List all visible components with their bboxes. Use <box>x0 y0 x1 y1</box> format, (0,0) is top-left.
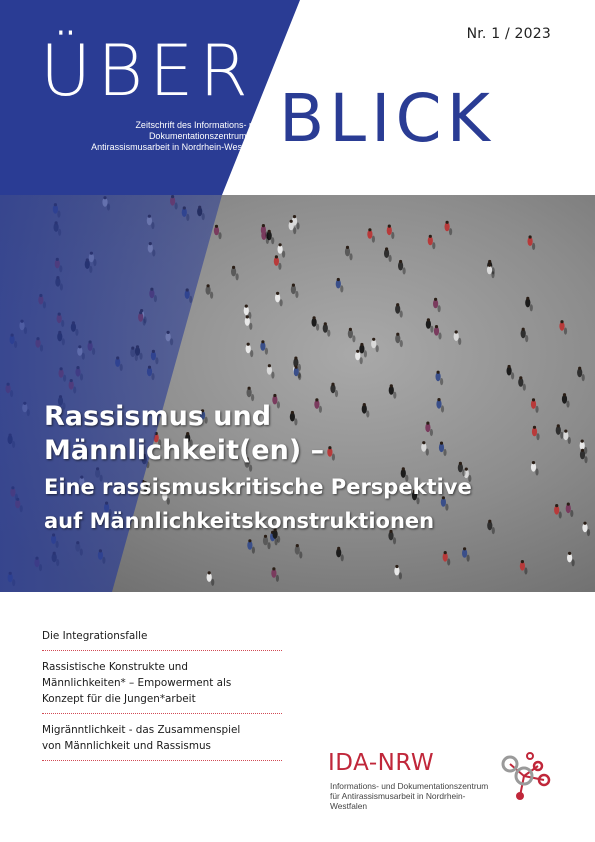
person-shadow <box>438 305 441 312</box>
person-shadow <box>210 292 213 299</box>
person-head <box>395 565 398 568</box>
person-shadow <box>559 511 562 518</box>
table-of-contents <box>42 628 282 769</box>
subtitle-line: Zeitschrift des Informations- und <box>135 120 264 130</box>
logo-subtitle <box>330 781 500 811</box>
person-head <box>519 376 522 379</box>
person-shadow <box>282 251 285 258</box>
person-head <box>529 235 532 238</box>
cover-photo <box>0 195 595 592</box>
person-head <box>532 461 535 464</box>
person-head <box>532 398 535 401</box>
person-shadow <box>271 237 274 244</box>
toc-line: Männlichkeiten* – Empowerment als <box>42 677 232 689</box>
person-head <box>368 228 371 231</box>
toc-line: Konzept für die Jungen*arbeit <box>42 693 196 705</box>
person-head <box>331 383 334 386</box>
person-head <box>437 371 440 374</box>
person-head <box>396 333 399 336</box>
person-shadow <box>492 527 495 534</box>
person-shadow <box>572 559 575 566</box>
person-shadow <box>271 372 274 379</box>
person-head <box>293 215 296 218</box>
person-head <box>581 440 584 443</box>
ida-nrw-logo <box>328 750 568 810</box>
person-head <box>463 547 466 550</box>
person-shadow <box>467 555 470 562</box>
person-head <box>337 547 340 550</box>
person-shadow <box>316 324 319 331</box>
person-head <box>232 266 235 269</box>
person-head <box>444 551 447 554</box>
headline-line: Männlichkeit(en) – <box>44 435 325 466</box>
person-head <box>268 364 271 367</box>
logo-subtitle-line: Informations- und Dokumentationszentrum <box>330 781 489 791</box>
toc-line: Migränntlichkeit - das Zusammenspiel <box>42 724 241 736</box>
person-head <box>295 366 298 369</box>
person-head <box>435 325 438 328</box>
person-shadow <box>535 468 538 475</box>
person-shadow <box>252 547 255 554</box>
person-shadow <box>295 291 298 298</box>
person-shadow <box>278 263 281 270</box>
title-ueber: ÜBER <box>40 30 254 112</box>
person-shadow <box>265 348 268 355</box>
person-shadow <box>335 390 338 397</box>
person-head <box>429 235 432 238</box>
person-head <box>313 316 316 319</box>
person-shadow <box>403 267 406 274</box>
person-head <box>268 230 271 233</box>
person-shadow <box>265 231 268 238</box>
person-head <box>567 503 570 506</box>
person-head <box>245 305 248 308</box>
person-head <box>248 539 251 542</box>
person-head <box>455 330 458 333</box>
person-head <box>488 520 491 523</box>
person-shadow <box>327 330 330 337</box>
person-shadow <box>400 340 403 347</box>
person-shadow <box>296 222 299 229</box>
person-shadow <box>352 335 355 342</box>
person-head <box>581 449 584 452</box>
person-shadow <box>524 567 527 574</box>
person-head <box>294 357 297 360</box>
person-shadow <box>491 271 494 278</box>
person-shadow <box>293 227 296 234</box>
person-shadow <box>449 228 452 235</box>
person-head <box>578 367 581 370</box>
person-head <box>272 567 275 570</box>
person-shadow <box>560 432 563 439</box>
person-shadow <box>277 536 280 543</box>
person-shadow <box>570 510 573 517</box>
person-head <box>276 292 279 295</box>
person-head <box>521 560 524 563</box>
person-shadow <box>532 243 535 250</box>
person-head <box>248 387 251 390</box>
person-shadow <box>525 335 528 342</box>
person-head <box>290 220 293 223</box>
person-shadow <box>299 551 302 558</box>
person-head <box>337 278 340 281</box>
person-head <box>388 225 391 228</box>
person-head <box>427 318 430 321</box>
person-head <box>346 246 349 249</box>
person-head <box>568 552 571 555</box>
person-head <box>564 430 567 433</box>
subheadline-line: auf Männlichkeitskonstruktionen <box>44 509 435 533</box>
person-shadow <box>376 345 379 352</box>
person-shadow <box>236 273 239 280</box>
person-head <box>247 343 250 346</box>
toc-line: Die Integrationsfalle <box>42 630 148 642</box>
cover-header <box>0 0 595 195</box>
subheadline-line: Eine rassismuskritische Perspektive <box>44 475 472 499</box>
person-shadow <box>564 328 567 335</box>
cover-headline <box>44 400 472 536</box>
person-shadow <box>535 406 538 413</box>
person-head <box>508 365 511 368</box>
person-head <box>262 224 265 227</box>
toc-item[interactable] <box>42 628 282 651</box>
person-head <box>396 303 399 306</box>
person-shadow <box>430 326 433 333</box>
toc-line: von Männlichkeit und Rassismus <box>42 740 211 752</box>
person-shadow <box>389 255 392 262</box>
toc-line: Rassistische Konstrukte und <box>42 661 188 673</box>
person-shadow <box>568 437 571 444</box>
person-head <box>324 322 327 325</box>
person-head <box>446 221 449 224</box>
person-head <box>246 315 249 318</box>
person-head <box>349 328 352 331</box>
person-head <box>434 298 437 301</box>
person-head <box>488 264 491 267</box>
logo-wordmark: IDA-NRW <box>328 750 435 776</box>
person-shadow <box>511 372 514 379</box>
person-shadow <box>364 350 367 357</box>
person-head <box>583 522 586 525</box>
person-head <box>215 225 218 228</box>
person-head <box>360 343 363 346</box>
person-shadow <box>218 232 221 239</box>
person-shadow <box>267 542 270 549</box>
person-head <box>372 338 375 341</box>
person-shadow <box>298 373 301 380</box>
person-head <box>261 340 264 343</box>
person-head <box>273 394 276 397</box>
person-shadow <box>582 374 585 381</box>
person-shadow <box>360 357 363 364</box>
subtitle-line: Antirassismusarbeit in Nordrhein-Westfalen <box>91 142 264 152</box>
person-head <box>207 284 210 287</box>
issue-number: Nr. 1 / 2023 <box>466 26 551 42</box>
person-shadow <box>249 323 252 330</box>
person-head <box>356 350 359 353</box>
person-shadow <box>458 338 461 345</box>
person-shadow <box>584 456 587 463</box>
toc-item[interactable] <box>42 722 282 761</box>
person-shadow <box>400 311 403 318</box>
person-shadow <box>349 253 352 260</box>
magazine-subtitle <box>74 120 264 153</box>
person-head <box>399 260 402 263</box>
person-head <box>275 255 278 258</box>
person-shadow <box>280 299 283 306</box>
person-shadow <box>566 401 569 408</box>
person-shadow <box>250 350 253 357</box>
person-shadow <box>447 558 450 565</box>
headline-line: Rassismus und <box>44 401 272 432</box>
person-shadow <box>372 236 375 243</box>
person-head <box>279 243 282 246</box>
person-head <box>292 284 295 287</box>
person-head <box>563 393 566 396</box>
person-shadow <box>536 433 539 440</box>
person-head <box>488 260 491 263</box>
person-shadow <box>341 554 344 561</box>
person-shadow <box>393 392 396 399</box>
person-shadow <box>391 232 394 239</box>
person-head <box>557 424 560 427</box>
person-head <box>533 426 536 429</box>
toc-item[interactable] <box>42 659 282 714</box>
title-blick: BLICK <box>279 80 495 157</box>
person-head <box>296 544 299 547</box>
logo-subtitle-line: für Antirassismusarbeit in Nordrhein-Westfalen <box>330 791 466 811</box>
person-head <box>526 297 529 300</box>
person-shadow <box>438 332 441 339</box>
person-head <box>208 571 211 574</box>
molecule-icon <box>494 750 554 806</box>
person-head <box>560 320 563 323</box>
person-shadow <box>393 537 396 544</box>
person-shadow <box>399 572 402 579</box>
person-shadow <box>587 529 590 536</box>
person-shadow <box>432 242 435 249</box>
person-shadow <box>340 285 343 292</box>
subtitle-line: Dokumentationszentrums für <box>148 131 264 141</box>
person-head <box>555 504 558 507</box>
person-shadow <box>440 378 443 385</box>
person-shadow <box>530 304 533 311</box>
person-head <box>522 328 525 331</box>
person-head <box>385 247 388 250</box>
person-shadow <box>276 575 279 582</box>
person-shadow <box>523 384 526 391</box>
person-head <box>390 384 393 387</box>
person-shadow <box>211 579 214 586</box>
